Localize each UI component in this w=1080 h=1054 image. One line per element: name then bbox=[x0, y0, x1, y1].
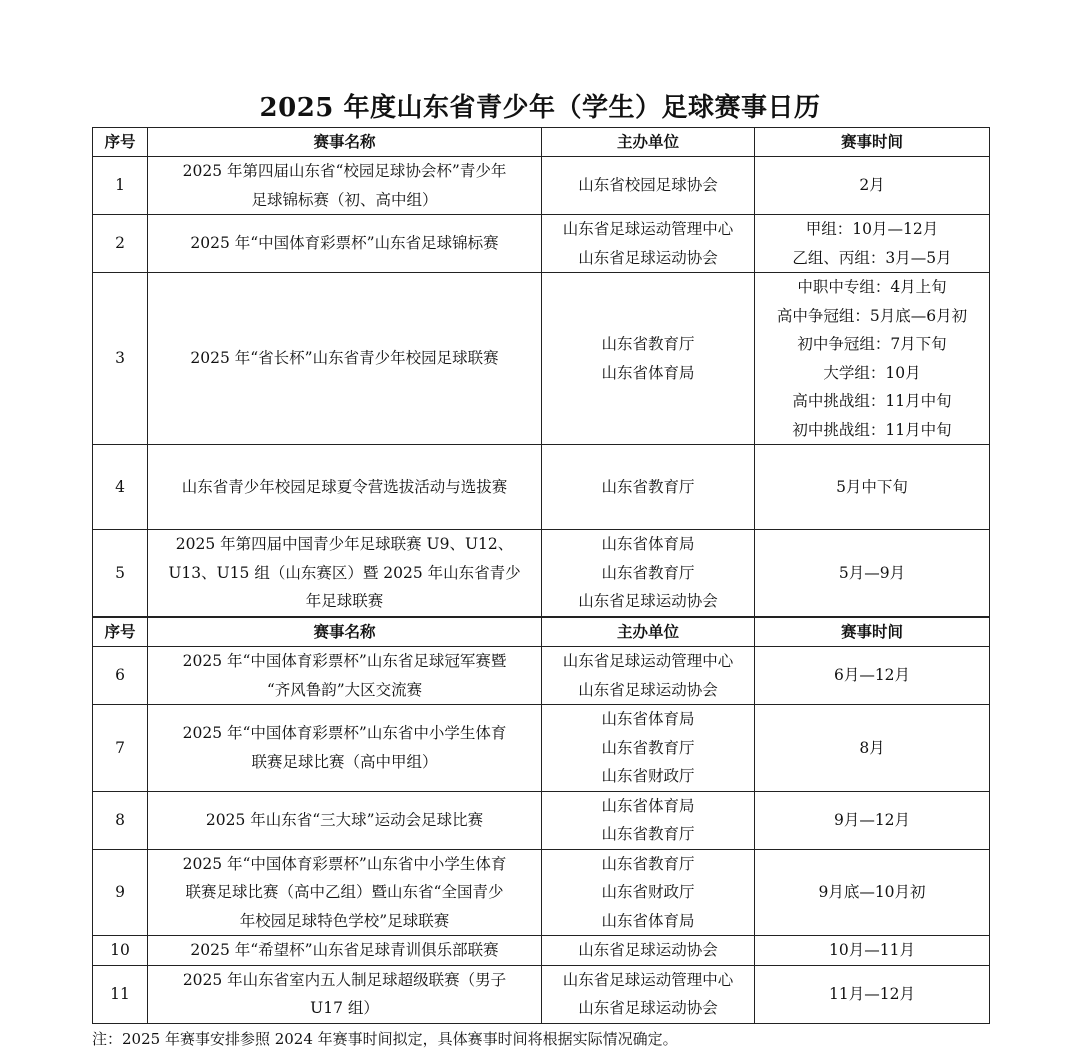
event-name-cell-line: 年足球联赛 bbox=[305, 592, 384, 610]
table-row bbox=[93, 791, 990, 849]
event-name-cell-line: 山东省青少年校园足球夏令营选拔活动与选拔赛 bbox=[181, 477, 508, 496]
time-cell-line: 5月—9月 bbox=[838, 563, 906, 582]
event-name-cell bbox=[148, 647, 542, 705]
row-number: 10 bbox=[93, 936, 148, 966]
event-name-cell bbox=[148, 530, 542, 617]
time-cell-line: 9月底—10月初 bbox=[818, 883, 926, 901]
row-number: 4 bbox=[93, 445, 148, 530]
host-cell-line: 山东省足球运动管理中心 bbox=[562, 652, 734, 670]
time-cell bbox=[755, 791, 990, 849]
host-cell-line: 山东省教育厅 bbox=[601, 854, 695, 873]
event-name-cell-line: 2025 年“中国体育彩票杯”山东省中小学生体育 bbox=[182, 854, 507, 873]
time-cell-line: 乙组、丙组：3月—5月 bbox=[792, 248, 952, 267]
event-name-cell-line: 2025 年“省长杯”山东省青少年校园足球联赛 bbox=[190, 349, 499, 368]
event-name-cell bbox=[148, 849, 542, 936]
row-number: 6 bbox=[93, 647, 148, 705]
time-cell bbox=[755, 215, 990, 273]
host-cell-line: 山东省财政厅 bbox=[601, 767, 695, 785]
time-cell-line: 11月—12月 bbox=[829, 984, 915, 1003]
event-name-cell bbox=[148, 965, 542, 1023]
time-cell-line: 10月—11月 bbox=[829, 941, 915, 959]
event-name-cell-line: U13、U15 组（山东赛区）暨 2025 年山东省青少 bbox=[168, 563, 521, 582]
header-host: 主办单位 bbox=[542, 128, 755, 157]
event-name-cell bbox=[148, 791, 542, 849]
time-cell bbox=[755, 445, 990, 530]
page-title: 2025 年度山东省青少年（学生）足球赛事日历 bbox=[259, 93, 821, 123]
table-row bbox=[93, 849, 990, 936]
host-cell-line: 山东省足球运动管理中心 bbox=[562, 970, 734, 989]
host-cell-line: 山东省足球运动协会 bbox=[578, 999, 718, 1017]
host-cell-line: 山东省足球运动协会 bbox=[578, 680, 718, 699]
event-name-cell-line: 2025 年“中国体育彩票杯”山东省中小学生体育 bbox=[182, 724, 507, 743]
host-cell-line: 山东省教育厅 bbox=[601, 563, 695, 582]
time-cell-line: 6月—12月 bbox=[833, 666, 911, 685]
time-cell-line: 初中争冠组：7月下旬 bbox=[797, 335, 947, 353]
header-no: 序号 bbox=[93, 618, 148, 647]
host-cell bbox=[542, 157, 755, 215]
header-event-name: 赛事名称 bbox=[148, 128, 542, 157]
row-number: 5 bbox=[93, 530, 148, 617]
header-no: 序号 bbox=[93, 128, 148, 157]
header-event-name: 赛事名称 bbox=[148, 618, 542, 647]
row-number: 7 bbox=[93, 705, 148, 792]
time-cell bbox=[755, 647, 990, 705]
table-header-row bbox=[93, 128, 990, 157]
host-cell-line: 山东省教育厅 bbox=[601, 738, 695, 757]
table-body-part-2 bbox=[93, 647, 990, 1024]
table-row bbox=[93, 965, 990, 1023]
event-name-cell bbox=[148, 936, 542, 966]
host-cell bbox=[542, 445, 755, 530]
event-name-cell bbox=[148, 157, 542, 215]
time-cell-line: 5月中下旬 bbox=[836, 477, 908, 496]
time-cell-line: 初中挑战组：11月中旬 bbox=[792, 420, 952, 439]
host-cell-line: 山东省足球运动协会 bbox=[578, 941, 718, 959]
event-name-cell-line: 联赛足球比赛（高中甲组） bbox=[251, 752, 438, 771]
event-name-cell-line: 2025 年“中国体育彩票杯”山东省足球冠军赛暨 bbox=[182, 652, 507, 670]
row-number: 1 bbox=[93, 157, 148, 215]
host-cell-line: 山东省教育厅 bbox=[601, 825, 695, 843]
row-number: 8 bbox=[93, 791, 148, 849]
host-cell-line: 山东省足球运动协会 bbox=[578, 592, 718, 610]
header-time: 赛事时间 bbox=[755, 128, 990, 157]
event-name-cell-line: 2025 年山东省“三大球”运动会足球比赛 bbox=[205, 810, 484, 829]
host-cell bbox=[542, 530, 755, 617]
host-cell-line: 山东省财政厅 bbox=[601, 883, 695, 901]
host-cell-line: 山东省体育局 bbox=[601, 710, 695, 728]
header-host: 主办单位 bbox=[542, 618, 755, 647]
time-cell-line: 甲组：10月—12月 bbox=[805, 220, 939, 238]
event-name-cell-line: 足球锦标赛（初、高中组） bbox=[251, 190, 438, 209]
table-row bbox=[93, 273, 990, 445]
event-name-cell-line: 2025 年“希望杯”山东省足球青训俱乐部联赛 bbox=[190, 941, 499, 959]
time-cell-line: 2月 bbox=[859, 176, 885, 195]
host-cell-line: 山东省足球运动管理中心 bbox=[562, 220, 734, 238]
event-name-cell-line: 2025 年第四届山东省“校园足球协会杯”青少年 bbox=[182, 162, 507, 180]
table-row bbox=[93, 705, 990, 792]
calendar-table-part-1 bbox=[92, 127, 990, 617]
host-cell-line: 山东省体育局 bbox=[601, 911, 695, 930]
time-cell bbox=[755, 530, 990, 617]
time-cell bbox=[755, 965, 990, 1023]
event-name-cell-line: 2025 年山东省室内五人制足球超级联赛（男子 bbox=[182, 970, 507, 989]
event-name-cell-line: 年校园足球特色学校”足球联赛 bbox=[239, 911, 450, 930]
host-cell-line: 山东省足球运动协会 bbox=[578, 248, 718, 267]
table-row bbox=[93, 647, 990, 705]
event-name-cell bbox=[148, 273, 542, 445]
host-cell-line: 山东省校园足球协会 bbox=[578, 176, 718, 195]
time-cell bbox=[755, 157, 990, 215]
event-name-cell-line: 2025 年第四届中国青少年足球联赛 U9、U12、 bbox=[175, 535, 514, 553]
table-header-row bbox=[93, 618, 990, 647]
row-number: 11 bbox=[93, 965, 148, 1023]
time-cell-line: 高中争冠组：5月底—6月初 bbox=[776, 306, 968, 325]
time-cell-line: 中职中专组：4月上旬 bbox=[797, 278, 947, 296]
row-number: 2 bbox=[93, 215, 148, 273]
event-name-cell-line: “齐风鲁韵”大区交流赛 bbox=[266, 680, 423, 699]
host-cell-line: 山东省教育厅 bbox=[601, 477, 695, 496]
event-name-cell-line: U17 组） bbox=[310, 999, 379, 1017]
host-cell bbox=[542, 849, 755, 936]
table-row bbox=[93, 936, 990, 966]
time-cell bbox=[755, 936, 990, 966]
time-cell-line: 9月—12月 bbox=[833, 810, 911, 829]
host-cell bbox=[542, 705, 755, 792]
host-cell-line: 山东省体育局 bbox=[601, 796, 695, 815]
table-row bbox=[93, 445, 990, 530]
event-name-cell bbox=[148, 215, 542, 273]
row-number: 3 bbox=[93, 273, 148, 445]
host-cell bbox=[542, 965, 755, 1023]
time-cell bbox=[755, 849, 990, 936]
time-cell bbox=[755, 705, 990, 792]
event-name-cell bbox=[148, 705, 542, 792]
table-row bbox=[93, 157, 990, 215]
time-cell-line: 高中挑战组：11月中旬 bbox=[792, 392, 952, 410]
host-cell-line: 山东省体育局 bbox=[601, 363, 695, 382]
host-cell bbox=[542, 936, 755, 966]
host-cell bbox=[542, 647, 755, 705]
table-row bbox=[93, 215, 990, 273]
event-name-cell-line: 2025 年“中国体育彩票杯”山东省足球锦标赛 bbox=[190, 234, 499, 253]
event-name-cell bbox=[148, 445, 542, 530]
table-body-part-1 bbox=[93, 157, 990, 617]
time-cell-line: 大学组：10月 bbox=[823, 363, 921, 382]
host-cell-line: 山东省体育局 bbox=[601, 535, 695, 553]
time-cell bbox=[755, 273, 990, 445]
host-cell-line: 山东省教育厅 bbox=[601, 335, 695, 353]
header-time: 赛事时间 bbox=[755, 618, 990, 647]
host-cell bbox=[542, 791, 755, 849]
host-cell bbox=[542, 273, 755, 445]
row-number: 9 bbox=[93, 849, 148, 936]
time-cell-line: 8月 bbox=[859, 738, 885, 757]
event-name-cell-line: 联赛足球比赛（高中乙组）暨山东省“全国青少 bbox=[185, 883, 504, 901]
footer-note: 注：2025 年赛事安排参照 2024 年赛事时间拟定，具体赛事时间将根据实际情况确定。 bbox=[92, 1030, 678, 1048]
table-row bbox=[93, 530, 990, 617]
calendar-table-part-2 bbox=[92, 617, 990, 1024]
host-cell bbox=[542, 215, 755, 273]
